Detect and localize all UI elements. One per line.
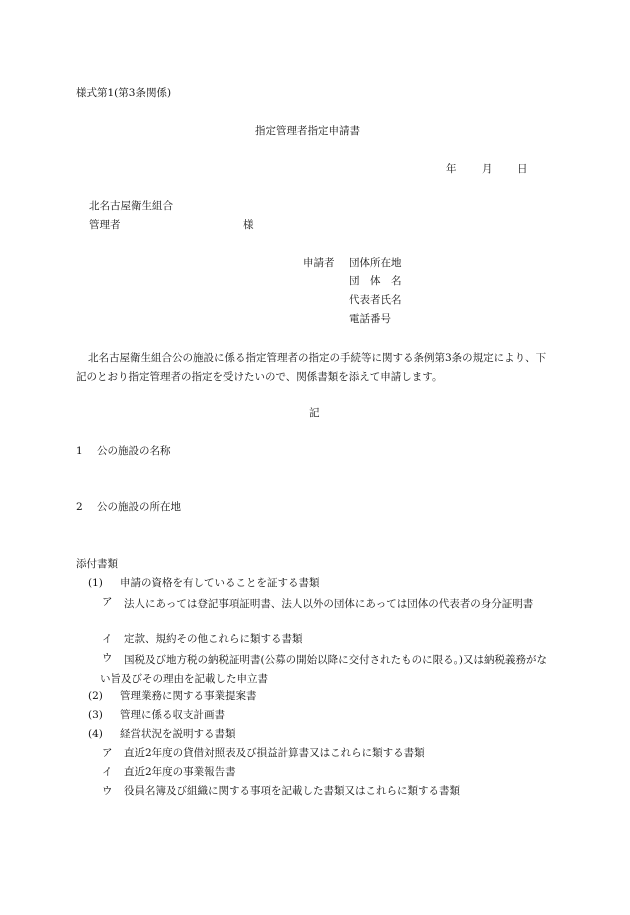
applicant-field-address: 団体所在地 (349, 257, 402, 269)
section-1-label: 公の施設の名称 (97, 445, 171, 457)
item-1-text: 申請の資格を有していることを証する書類 (120, 577, 320, 589)
body-text: 北名古屋衛生組合公の施設に係る指定管理者の指定の手続等に関する条例第3条の規定により、下記のとおり指定管理者の指定を受けたいので、関係書類を添えて申請します。 (76, 352, 547, 383)
item-1-marker: (1) (88, 577, 103, 589)
applicant-field-phone: 電話番号 (349, 313, 391, 325)
item-1c-text: 国税及び地方税の納税証明書(公募の開始以降に交付されたものに限る。)又は納税義務がない旨及びその理由を記載した申立書 (100, 654, 547, 685)
item-2-text: 管理業務に関する事業提案書 (120, 690, 257, 702)
date-day: 日 (517, 163, 528, 175)
item-1a-marker: ア (102, 596, 113, 608)
item-4a-marker: ア (102, 747, 113, 759)
item-1c-marker: ウ (102, 652, 113, 664)
item-4-text: 経営状況を説明する書類 (120, 728, 236, 740)
item-1b-marker: イ (102, 633, 113, 645)
document-title: 指定管理者指定申請書 (255, 125, 360, 137)
item-1b-text: 定款、規約その他これらに類する書類 (124, 633, 303, 645)
section-1-num: 1 (76, 445, 83, 457)
item-4-marker: (4) (88, 728, 103, 740)
attachments-heading: 添付書類 (76, 558, 118, 570)
item-4c-text: 役員名簿及び組織に関する事項を記載した書類又はこれらに類する書類 (124, 785, 460, 797)
date-year: 年 (446, 163, 457, 175)
item-4c-marker: ウ (102, 785, 113, 797)
ki-label: 記 (309, 407, 320, 419)
applicant-label: 申請者 (303, 257, 335, 269)
item-4b-marker: イ (102, 766, 113, 778)
item-1a-text: 法人にあっては登記事項証明書、法人以外の団体にあっては団体の代表者の身分証明書 (124, 598, 534, 610)
item-3-marker: (3) (88, 709, 103, 721)
section-2-num: 2 (76, 501, 83, 513)
applicant-field-org-name: 団 体 名 (349, 275, 402, 287)
date-month: 月 (482, 163, 493, 175)
item-3-text: 管理に係る収支計画書 (120, 709, 225, 721)
item-2-marker: (2) (88, 690, 103, 702)
item-4a-text: 直近2年度の貸借対照表及び損益計算書又はこれらに類する書類 (124, 747, 425, 759)
section-2-label: 公の施設の所在地 (97, 501, 181, 513)
addressee-org: 北名古屋衛生組合 (89, 200, 173, 212)
addressee-honorific: 様 (243, 219, 254, 231)
item-4b-text: 直近2年度の事業報告書 (124, 766, 236, 778)
addressee-role: 管理者 (89, 219, 121, 231)
applicant-field-representative: 代表者氏名 (349, 294, 402, 306)
form-label: 様式第1(第3条関係) (76, 87, 172, 99)
